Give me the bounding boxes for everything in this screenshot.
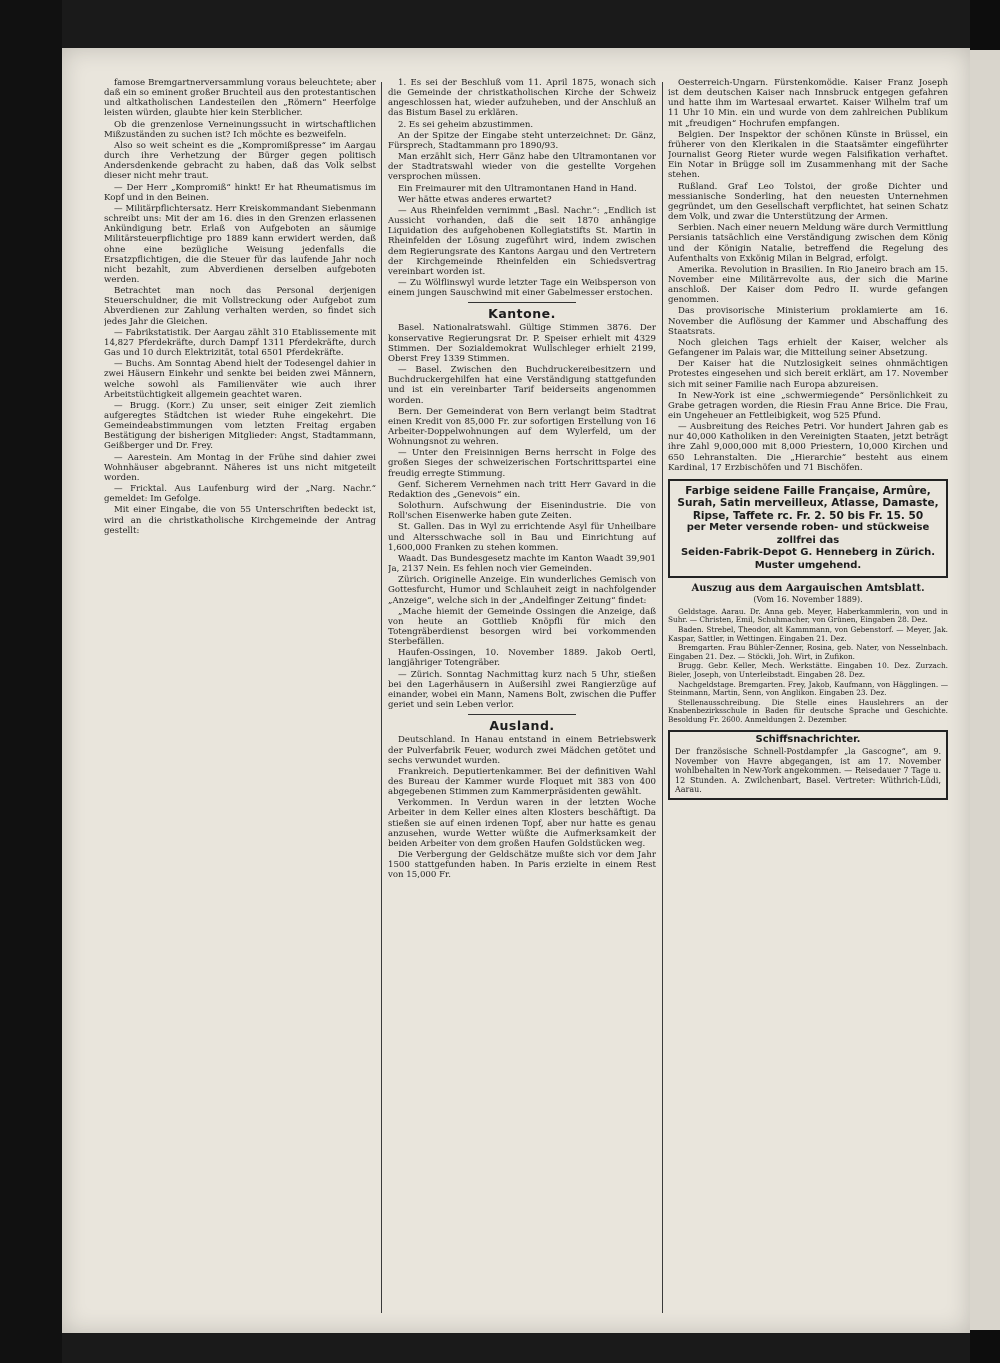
kantone-paragraph: — Basel. Zwischen den Buchdruckereibesitzern und Buchdruckergehilfen hat eine Verständigung stattgefunden und ist ein vereinbarter Tarif beiderseits angenommen worden. — [388, 365, 656, 406]
amtsblatt-entry: Bremgarten. Frau Bühler-Zenner, Rosina, geb. Nater, von Nesselnbach. Eingaben 21. Dez. — Stöckli, Joh. Wirt, in Zufikon. — [668, 643, 948, 661]
ad-line: Seiden-Fabrik-Depot G. Henneberg in Zürich. — [680, 547, 936, 559]
ausland-heading: Ausland. — [489, 718, 555, 734]
article-paragraph: 1. Es sei der Beschluß vom 11. April 1875, wonach sich die Gemeinde der christkatholischen Kirche der Schweiz angeschlossen hat, wieder aufzuheben, und der Anschluß an das Bistum Basel zu erklären. — [388, 78, 656, 119]
column-2-top — [388, 78, 656, 298]
newspaper-page — [62, 48, 970, 1333]
ausland-paragraph: Deutschland. In Hanau entstand in einem Betriebswerk der Pulverfabrik Feuer, wodurch zwei Mädchen getötet und sechs verwundet wurden. — [388, 735, 656, 766]
article-paragraph: Ein Freimaurer mit den Ultramontanen Hand in Hand. — [398, 183, 637, 194]
article-paragraph: 2. Es sei geheim abzustimmen. — [398, 119, 534, 130]
amtsblatt-entry: Baden. Strebel, Theodor, alt Kammmann, von Gebenstorf. — Meyer, Jak. Kaspar, Sattler, in Wettingen. Eingaben 21. Dez. — [668, 624, 948, 643]
kantone-paragraph: Solothurn. Aufschwung der Eisenindustrie. Die von Roll'schen Eisenwerke haben gute Zeiten. — [388, 501, 656, 522]
article-paragraph: Man erzählt sich, Herr Gänz habe den Ultramontanen vor der Stadtratswahl wieder von die gestellte Vorgehen versprochen müssen. — [388, 152, 656, 183]
ad-line: Ripse, Taffete rc. Fr. 2. 50 bis Fr. 15. 50 — [692, 509, 924, 522]
ausland-paragraph: Verkommen. In Verdun waren in der letzten Woche Arbeiter in dem Keller eines alten Klosters beschäftigt. Da stießen sie auf einen irdenen Topf, aber nur hatte es genau anzusehen, wurde Wetter wüßte die Aufmerksamkeit der beiden Arbeiter von dem großen Haufen Goldstücken weg. — [388, 798, 656, 849]
ad-line: Surah, Satin merveilleux, Atlasse, Damaste, — [677, 497, 939, 510]
article-paragraph: — Aus Rheinfelden vernimmt „Basl. Nachr.“: „Endlich ist Aussicht vorhanden, daß die seit 1870 anhängige Liquidation des aufgehobenen Kollegiatstifts St. Martin in Rheinfelden der Lösung zugeführt wird, indem zwischen dem Regierungsrate des Kantons Aargau und den Vertretern der Kirchgemeinde Rheinfelden ein Schiedsvertrag vereinbart worden ist. — [388, 205, 656, 277]
article-paragraph: — Zu Wölflinswyl wurde letzter Tage ein Weibsperson von einem jungen Sauschwind mit einer Gabelmesser erstochen. — [388, 277, 656, 299]
article-paragraph: Rußland. Graf Leo Tolstoi, der große Dichter und messianische Sonderling, hat den neuesten Unternehmen gegründet, um den Gesellschaft verpflichtet, hat seinen Schatz dem Volk, und zwar die Unterstützung der Armen. — [668, 181, 948, 223]
column-2 — [388, 78, 656, 1315]
article-paragraph: Der Kaiser hat die Nutzlosigkeit seines ohnmächtigen Protestes eingesehen und sich bereit erklärt, am 17. November sich mit seiner Familie nach Europa abzureisen. — [668, 359, 948, 390]
article-paragraph: Noch gleichen Tags erhielt der Kaiser, welcher als Gefangener im Palais war, die Mitteilung seiner Absetzung. — [668, 337, 948, 359]
column-3-top — [668, 78, 948, 473]
article-paragraph: Betrachtet man noch das Personal derjenigen Steuerschuldner, die mit Vollstreckung oder Aufgebot zum Abverdienen zur Zahlung verhalten werden, so findet sich jedes Jahr die Gleichen. — [104, 286, 376, 327]
article-paragraph: — Buchs. Am Sonntag Abend hielt der Todesengel dahier in zwei Häusern Einkehr und senkte bei beiden zwei Männern, welche sowohl als Familienväter wie auch ihrer Arbeitstüchtigkeit allgemein geachtet waren. — [104, 359, 376, 400]
kantone-heading: Kantone. — [488, 306, 556, 322]
article-paragraph: Also so weit scheint es die „Kompromißpresse“ im Aargau durch ihre Verhetzung der Bürger gegen politisch Andersdenkende gebracht zu haben, daß das Volk selbst dieser nicht mehr traut. — [104, 140, 376, 182]
kantone-paragraph: St. Gallen. Das in Wyl zu errichtende Asyl für Unheilbare und Altersschwache soll in Bau und Einrichtung auf 1,600,000 Franken zu stehen kommen. — [388, 522, 656, 553]
kantone-section — [388, 323, 656, 710]
article-paragraph: Belgien. Der Inspektor der schönen Künste in Brüssel, ein früherer von den Klerikalen in die Staatsämter eingeführter Journalist Georg Rieter wurde wegen Falsifikation verhaftet. Ein Notar in Brügge soll im Zusammenhang mit der Sache stehen. — [668, 129, 948, 181]
kantone-paragraph: „Mache hiemit der Gemeinde Ossingen die Anzeige, daß von heute an Gottlieb Knöpfli für mich den Totengräberdienst besorgen wird bei vorkommenden Sterbefällen. — [388, 606, 656, 648]
article-paragraph: An der Spitze der Eingabe steht unterzeichnet: Dr. Gänz, Fürsprech, Stadtammann pro 1890/93. — [388, 130, 656, 151]
article-paragraph: — Militärpflichtersatz. Herr Kreiskommandant Siebenmann schreibt uns: Mit der am 16. dies in den Grenzen erlassenen Ankündigung betr. Erlaß von Aufgeboten an säumige Militärsteuerpflichtige pro 1889 kann erwidert werden, daß ohne eine bezügliche Weisung jedenfalls die Ersatzpflichtigen, die die Steuer für das laufende Jahr noch nicht bezahlt, zum Abverdienen derselben aufgeboten werden. — [104, 203, 376, 285]
kantone-paragraph: Haufen-Ossingen, 10. November 1889. Jakob Oertl, langjähriger Totengräber. — [388, 648, 656, 669]
ad-line: Muster umgehend. — [754, 559, 862, 571]
kantone-paragraph: Genf. Sicherem Vernehmen nach tritt Herr Gavard in die Redaktion des „Genevois“ ein. — [388, 479, 656, 500]
ship-news-heading: Schiffsnachrichter. — [755, 734, 861, 746]
article-paragraph: — Fabrikstatistik. Der Aargau zählt 310 Etablissemente mit 14,827 Pferdekräfte, durch Dampf 1311 Pferdekräfte, durch Gas und 10 durch Elektrizität, total 6501 Pferdekräfte. — [104, 327, 376, 359]
ausland-paragraph: Frankreich. Deputiertenkammer. Bei der definitiven Wahl des Bureau der Kammer wurde Floquet mit 383 von 400 abgegebenen Stimmen zum Kammerpräsidenten gewählt. — [388, 766, 656, 798]
amtsblatt-entry: Nachgeldstage. Bremgarten. Frey, Jakob, Kaufmann, von Hägglingen. — Steinmann, Martin, Senn, von Anglikon. Eingaben 23. Dez. — [668, 679, 948, 698]
article-paragraph: Das provisorische Ministerium proklamierte am 16. November die Auflösung der Kammer und Abschaffung des Staatsrats. — [668, 306, 948, 337]
article-paragraph: Amerika. Revolution in Brasilien. In Rio Janeiro brach am 15. November eine Militärrevolte aus, der sich die Marine anschloß. Der Kaiser dom Pedro II. wurde gefangen genommen. — [668, 264, 948, 306]
article-paragraph: Serbien. Nach einer neuern Meldung wäre durch Vermittlung Persianis tatsächlich eine Verständigung zwischen dem König und der Königin Natalie, betreffend die Regelung des Aufenthalts von Exkönig Milan in Belgrad, erfolgt. — [668, 223, 948, 264]
kantone-paragraph: — Unter den Freisinnigen Berns herrscht in Folge des großen Sieges der schweizerischen Fortschrittspartei eine freudig erregte Stimmung. — [388, 448, 656, 479]
kantone-paragraph: Waadt. Das Bundesgesetz machte im Kanton Waadt 39,901 Ja, 2137 Nein. Es fehlen noch vier Gemeinden. — [388, 553, 656, 575]
amtsblatt-entry: Geldstage. Aarau. Dr. Anna geb. Meyer, Haberkammlerin, von und in Suhr. — Christen, Emil, Schuhmacher, von Grünen, Eingaben 28. Dez. — [668, 606, 948, 625]
silk-advertisement — [668, 479, 948, 579]
amtsblatt-section — [668, 608, 948, 725]
section-divider — [468, 714, 575, 715]
article-paragraph: Wer hätte etwas anderes erwartet? — [398, 194, 552, 205]
kantone-paragraph: Bern. Der Gemeinderat von Bern verlangt beim Stadtrat einen Kredit von 85,000 Fr. zur sofortigen Erstellung von 16 Arbeiter-Doppelwohnungen auf dem Wylerfeld, um der Wohnungsnot zu wehren. — [388, 406, 656, 448]
ad-line: Farbige seidene Faille Française, Armûre, — [685, 484, 931, 497]
column-rule — [662, 82, 663, 1313]
kantone-paragraph: — Zürich. Sonntag Nachmittag kurz nach 5 Uhr, stießen bei den Lagerhäusern in Außersihl zwei Rangierzüge auf einander, wobei ein Mann, Namens Bolt, zwischen die Puffer geriet und sein Leben verlor. — [388, 669, 656, 711]
kantone-paragraph: Basel. Nationalratswahl. Gültige Stimmen 3876. Der konservative Regierungsrat Dr. P. Speiser erhielt mit 4329 Stimmen. Der Sozialdemokrat Wullschleger erhielt 2199, Oberst Frey 1339 Stimmen. — [388, 323, 656, 364]
amtsblatt-entry: Brugg. Gebr. Keller, Mech. Werkstätte. Eingaben 10. Dez. Zurzach. Bieler, Joseph, von Unterleibstadt. Eingaben 28. Dez. — [668, 661, 948, 679]
column-3 — [668, 78, 948, 1315]
scan-left-border — [0, 0, 62, 1363]
ausland-paragraph: Die Verbergung der Geldschätze mußte sich vor dem Jahr 1500 stattgefunden haben. In Paris erzielte in einem Rest von 15,000 Fr. — [388, 850, 656, 881]
amtsblatt-entry: Stellenausschreibung. Die Stelle eines Hauslehrers an der Knabenbezirksschule in Baden für deutsche Sprache und Geschichte. Besoldung Fr. 2600. Anmeldungen 2. Dezember. — [668, 697, 948, 724]
kantone-paragraph: Zürich. Originelle Anzeige. Ein wunderliches Gemisch von Gottesfurcht, Humor und Schlauheit zeigt in nachfolgender „Anzeige“, welche sich in der „Andelfinger Zeitung“ findet: — [388, 575, 656, 606]
article-paragraph: — Der Herr „Kompromiß“ hinkt! Er hat Rheumatismus im Kopf und in den Beinen. — [104, 182, 376, 203]
amtsblatt-heading: Auszug aus dem Aargauischen Amtsblatt. — [691, 583, 925, 595]
article-paragraph: — Fricktal. Aus Laufenburg wird der „Narg. Nachr.“ gemeldet: Im Gefolge. — [104, 484, 376, 505]
article-paragraph: Mit einer Eingabe, die von 55 Unterschriften bedeckt ist, wird an die christkatholische Kirchgemeinde der Antrag gestellt: — [104, 505, 376, 536]
amtsblatt-date: (Vom 16. November 1889). — [753, 594, 863, 604]
column-1 — [104, 78, 376, 1315]
article-paragraph: In New-York ist eine „schwermiegende“ Persönlichkeit zu Grabe getragen worden, die Riesin Frau Anne Brice. Die Frau, ein Ungeheuer an Fettleibigkeit, wog 525 Pfund. — [668, 390, 948, 421]
section-divider — [468, 302, 575, 303]
article-paragraph: — Brugg. (Korr.) Zu unser, seit einiger Zeit ziemlich aufgeregtes Städtchen ist wieder Ruhe eingekehrt. Die Gemeindeabstimmungen vom letzten Freitag ergaben Bestätigung der bisherigen Mitglieder: Angst, Stadtammann, Geißberger und Dr. Frey. — [104, 400, 376, 452]
article-paragraph: famose Bremgartnerversammlung voraus beleuchtete; aber daß ein so eminent großer Bruchteil aus den protestantischen und altkatholischen Landesteilen den „Römern“ Heerfolge leisten würden, glaubte hier kein Sterblicher. — [104, 78, 376, 119]
ship-news-box — [668, 730, 948, 800]
column-rule — [381, 82, 382, 1313]
ship-news-text: Der französische Schnell-Postdampfer „la Gascogne“, am 9. November von Havre abgegangen, ist am 17. November wohlbehalten in New-York angekommen. — Reisedauer 7 Tage u. 12 Stunden. A. Zwilchenbart, Basel. Vertreter: Wüthrich-Lüdi, Aarau. — [675, 747, 941, 795]
ausland-section — [388, 735, 656, 880]
ad-line: per Meter versende roben- und stückweise zollfrei das — [686, 522, 930, 546]
article-paragraph: Ob die grenzenlose Verneinungssucht in wirtschaftlichen Mißzuständen zu suchen ist? Ich möchte es bezweifeln. — [104, 119, 376, 140]
article-paragraph: — Ausbreitung des Reiches Petri. Vor hundert Jahren gab es nur 40,000 Katholiken in den Vereinigten Staaten, jetzt beträgt ihre Zahl 9,000,000 mit 8,000 Priestern, 10,000 Kirchen und 650 Lehranstalten. Die „Hierarchie“ besteht aus einem Kardinal, 17 Erzbischöfen und 71 Bischöfen. — [668, 422, 948, 473]
article-paragraph: — Aarestein. Am Montag in der Frühe sind dahier zwei Wohnhäuser abgebrannt. Näheres ist uns nicht mitgeteilt worden. — [104, 452, 376, 483]
article-paragraph: Oesterreich-Ungarn. Fürstenkomödie. Kaiser Franz Joseph ist dem deutschen Kaiser nach Innsbruck entgegen gefahren und hatte ihm im Wartesaal erwartet. Kaiser Wilhelm traf um 11 Uhr 10 Min. ein und wurde von dem zahlreichen Publikum mit „freudigen“ Hochrufen empfangen. — [668, 78, 948, 129]
